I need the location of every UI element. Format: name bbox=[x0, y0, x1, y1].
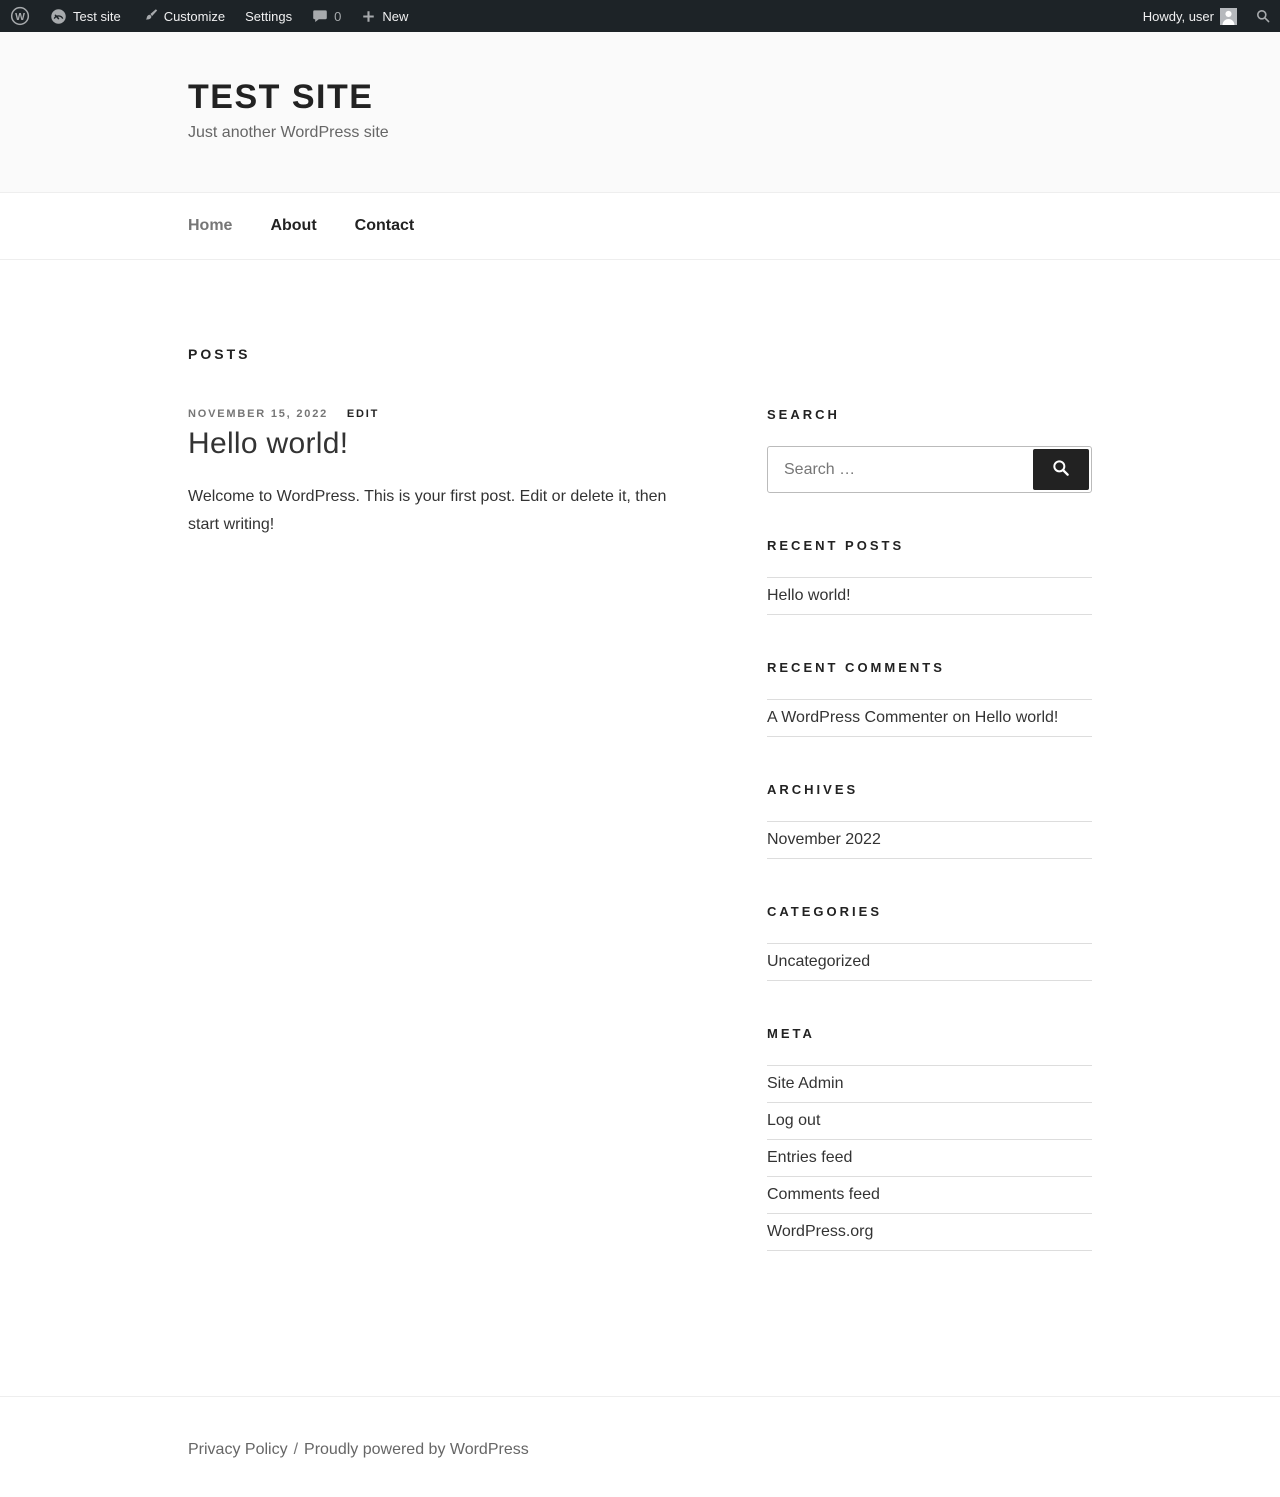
archives-title: ARCHIVES bbox=[767, 782, 859, 797]
meta-widget bbox=[767, 1026, 1092, 1251]
site-name-menu[interactable] bbox=[40, 0, 131, 32]
archive-item bbox=[767, 822, 1092, 859]
wordpress-logo-icon bbox=[10, 6, 30, 26]
recent-post-item bbox=[767, 578, 1092, 615]
meta-item bbox=[767, 1177, 1092, 1214]
search-button-magnifier-icon bbox=[1051, 458, 1071, 481]
site-tagline: Just another WordPress site bbox=[188, 124, 389, 141]
adminbar-search-toggle[interactable] bbox=[1246, 0, 1280, 32]
comments-count: 0 bbox=[334, 8, 342, 24]
search-submit-button[interactable] bbox=[1033, 449, 1089, 490]
recent-posts-widget bbox=[767, 538, 1092, 615]
post-content: Welcome to WordPress. This is your first post. Edit or delete it, then start writing! bbox=[188, 488, 667, 533]
comments-feed-link[interactable]: Comments feed bbox=[767, 1186, 880, 1203]
my-account-menu[interactable] bbox=[1134, 0, 1246, 32]
wordpress-org-link[interactable]: WordPress.org bbox=[767, 1223, 874, 1240]
avatar bbox=[1220, 8, 1237, 25]
page-title: POSTS bbox=[188, 346, 251, 362]
customize-label: Customize bbox=[163, 8, 226, 24]
search-input[interactable] bbox=[770, 449, 1033, 490]
main-navigation bbox=[0, 192, 1280, 260]
comment-connector: on bbox=[948, 709, 975, 726]
svg-text:W: W bbox=[15, 11, 25, 23]
recent-posts-title: RECENT POSTS bbox=[767, 538, 905, 553]
recent-post-link[interactable]: Hello world! bbox=[767, 587, 851, 604]
log-out-link[interactable]: Log out bbox=[767, 1112, 821, 1129]
comment-post-link[interactable]: Hello world! bbox=[974, 709, 1059, 726]
nav-item-about[interactable] bbox=[270, 193, 316, 259]
paintbrush-icon bbox=[141, 8, 158, 25]
site-title[interactable]: TEST SITE bbox=[188, 78, 374, 116]
category-link[interactable]: Uncategorized bbox=[767, 953, 871, 970]
site-name-label: Test site bbox=[73, 8, 121, 24]
site-footer bbox=[0, 1396, 1280, 1497]
category-item bbox=[767, 944, 1092, 981]
new-content-menu[interactable] bbox=[351, 0, 418, 32]
recent-comments-title: RECENT COMMENTS bbox=[767, 660, 945, 675]
customize-menu[interactable] bbox=[131, 0, 235, 32]
comment-author-link[interactable]: A WordPress Commenter bbox=[767, 709, 949, 726]
search-icon bbox=[1255, 8, 1271, 24]
posts-column bbox=[188, 346, 682, 539]
comments-menu[interactable] bbox=[302, 0, 351, 32]
powered-by-link[interactable]: Proudly powered by WordPress bbox=[304, 1441, 529, 1458]
post-article bbox=[188, 408, 682, 539]
recent-comment-item bbox=[767, 700, 1092, 737]
post-date-link[interactable]: NOVEMBER 15, 2022 bbox=[188, 408, 329, 420]
recent-comments-widget bbox=[767, 660, 1092, 737]
settings-menu[interactable] bbox=[235, 0, 302, 32]
archive-link[interactable]: November 2022 bbox=[767, 831, 881, 848]
privacy-policy-link[interactable]: Privacy Policy bbox=[188, 1441, 288, 1458]
meta-item bbox=[767, 1066, 1092, 1103]
categories-widget bbox=[767, 904, 1092, 981]
howdy-label: Howdy, user bbox=[1142, 8, 1214, 24]
nav-item-contact[interactable] bbox=[355, 193, 415, 259]
post-title-link[interactable]: Hello world! bbox=[188, 427, 349, 460]
footer-separator: / bbox=[293, 1441, 299, 1458]
meta-item bbox=[767, 1140, 1092, 1177]
wp-logo-menu[interactable] bbox=[0, 0, 40, 32]
meta-title: META bbox=[767, 1026, 815, 1041]
archives-widget bbox=[767, 782, 1092, 859]
entries-feed-link[interactable]: Entries feed bbox=[767, 1149, 853, 1166]
nav-link-contact[interactable]: Contact bbox=[354, 217, 415, 234]
nav-link-about[interactable]: About bbox=[270, 217, 317, 234]
plus-icon bbox=[361, 9, 376, 24]
meta-item bbox=[767, 1214, 1092, 1251]
dashboard-gauge-icon bbox=[50, 8, 67, 25]
search-form bbox=[767, 446, 1092, 493]
meta-item bbox=[767, 1103, 1092, 1140]
comment-bubble-icon bbox=[312, 8, 328, 24]
search-widget bbox=[767, 407, 1092, 493]
wp-admin-bar bbox=[0, 0, 1280, 32]
settings-label: Settings bbox=[245, 8, 293, 24]
nav-item-home[interactable] bbox=[188, 193, 232, 259]
search-widget-title: SEARCH bbox=[767, 407, 840, 422]
site-header bbox=[0, 32, 1280, 192]
new-label: New bbox=[382, 8, 409, 24]
post-edit-link[interactable]: EDIT bbox=[346, 408, 380, 420]
categories-title: CATEGORIES bbox=[767, 904, 882, 919]
nav-link-home[interactable]: Home bbox=[188, 217, 233, 234]
sidebar bbox=[767, 407, 1092, 1296]
site-admin-link[interactable]: Site Admin bbox=[767, 1075, 844, 1092]
